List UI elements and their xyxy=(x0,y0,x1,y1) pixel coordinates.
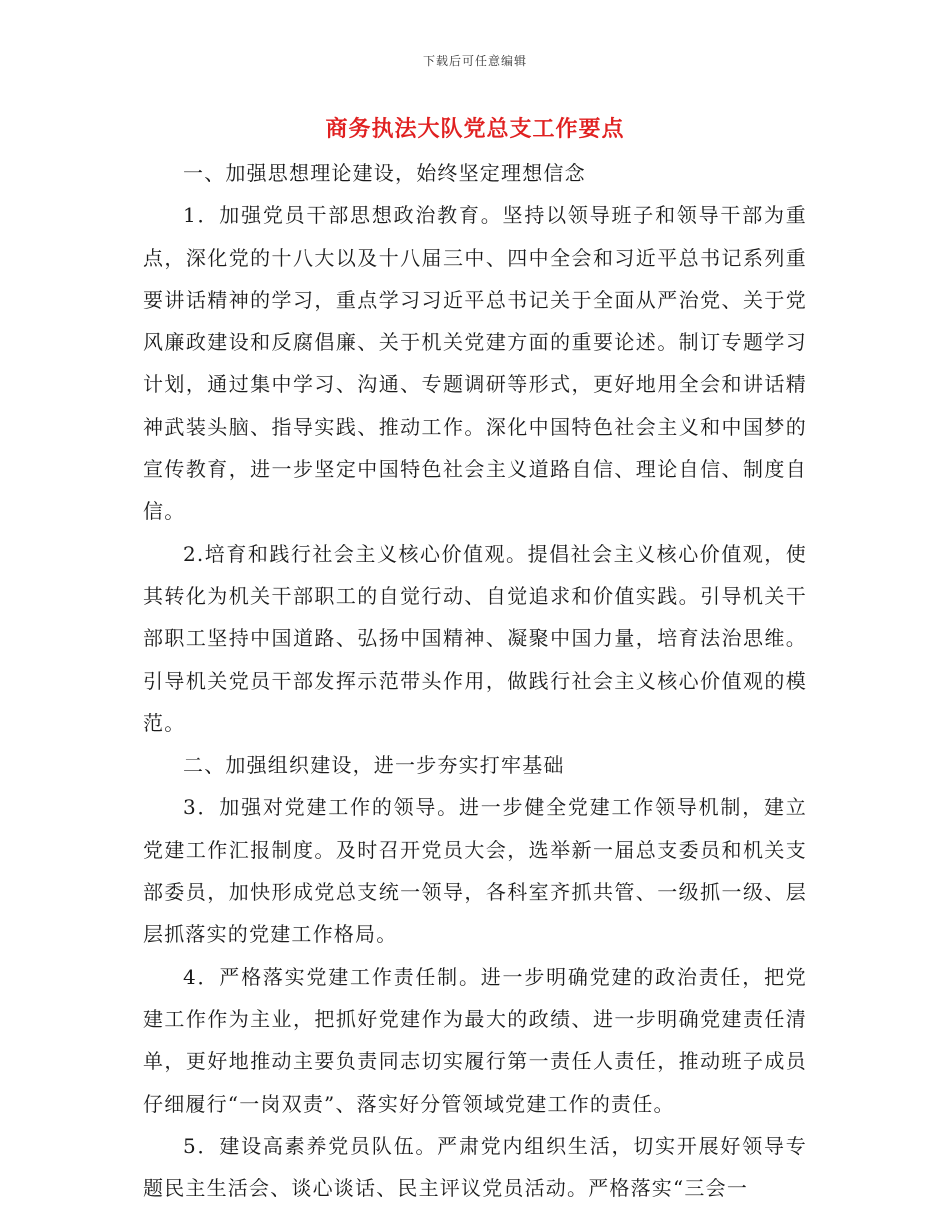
paragraph-item-3: 3．加强对党建工作的领导。进一步健全党建工作领导机制，建立党建工作汇报制度。及时召开党员大会，选举新一届总支委员和机关支部委员，加快形成党总支统一领导，各科室齐抓共管、一级抓一级、层层抓落实的党建工作格局。 xyxy=(143,795,807,947)
section-heading-2: 二、加强组织建设，进一步夯实打牢基础 xyxy=(183,753,565,778)
document-title: 商务执法大队党总支工作要点 xyxy=(325,116,625,142)
paragraph-item-5: 5．建设高素养党员队伍。严肃党内组织生活，切实开展好领导专题民主生活会、谈心谈话、民主评议党员活动。严格落实“三会一 xyxy=(143,1133,807,1201)
document-body xyxy=(143,152,807,1209)
paragraph-item-1: 1．加强党员干部思想政治教育。坚持以领导班子和领导干部为重点，深化党的十八大以及十八届三中、四中全会和习近平总书记系列重要讲话精神的学习，重点学习习近平总书记关于全面从严治党、关于党风廉政建设和反腐倡廉、关于机关党建方面的重要论述。制订专题学习计划，通过集中学习、沟通、专题调研等形式，更好地用全会和讲话精神武装头脑、指导实践、推动工作。深化中国特色社会主义和中国梦的宣传教育，进一步坚定中国特色社会主义道路自信、理论自信、制度自信。 xyxy=(143,203,807,524)
header-note: 下载后可任意编辑 xyxy=(422,54,527,68)
paragraph-item-4: 4．严格落实党建工作责任制。进一步明确党建的政治责任，把党建工作作为主业，把抓好党建作为最大的政绩、进一步明确党建责任清单，更好地推动主要负责同志切实履行第一责任人责任，推动班子成员仔细履行“一岗双责”、落实好分管领域党建工作的责任。 xyxy=(143,964,807,1116)
paragraph-item-2: 2.培育和践行社会主义核心价值观。提倡社会主义核心价值观，使其转化为机关干部职工的自觉行动、自觉追求和价值实践。引导机关干部职工坚持中国道路、弘扬中国精神、凝聚中国力量，培育法治思维。引导机关党员干部发挥示范带头作用，做践行社会主义核心价值观的模范。 xyxy=(143,541,807,735)
section-heading-1: 一、加强思想理论建设，始终坚定理想信念 xyxy=(183,161,586,185)
